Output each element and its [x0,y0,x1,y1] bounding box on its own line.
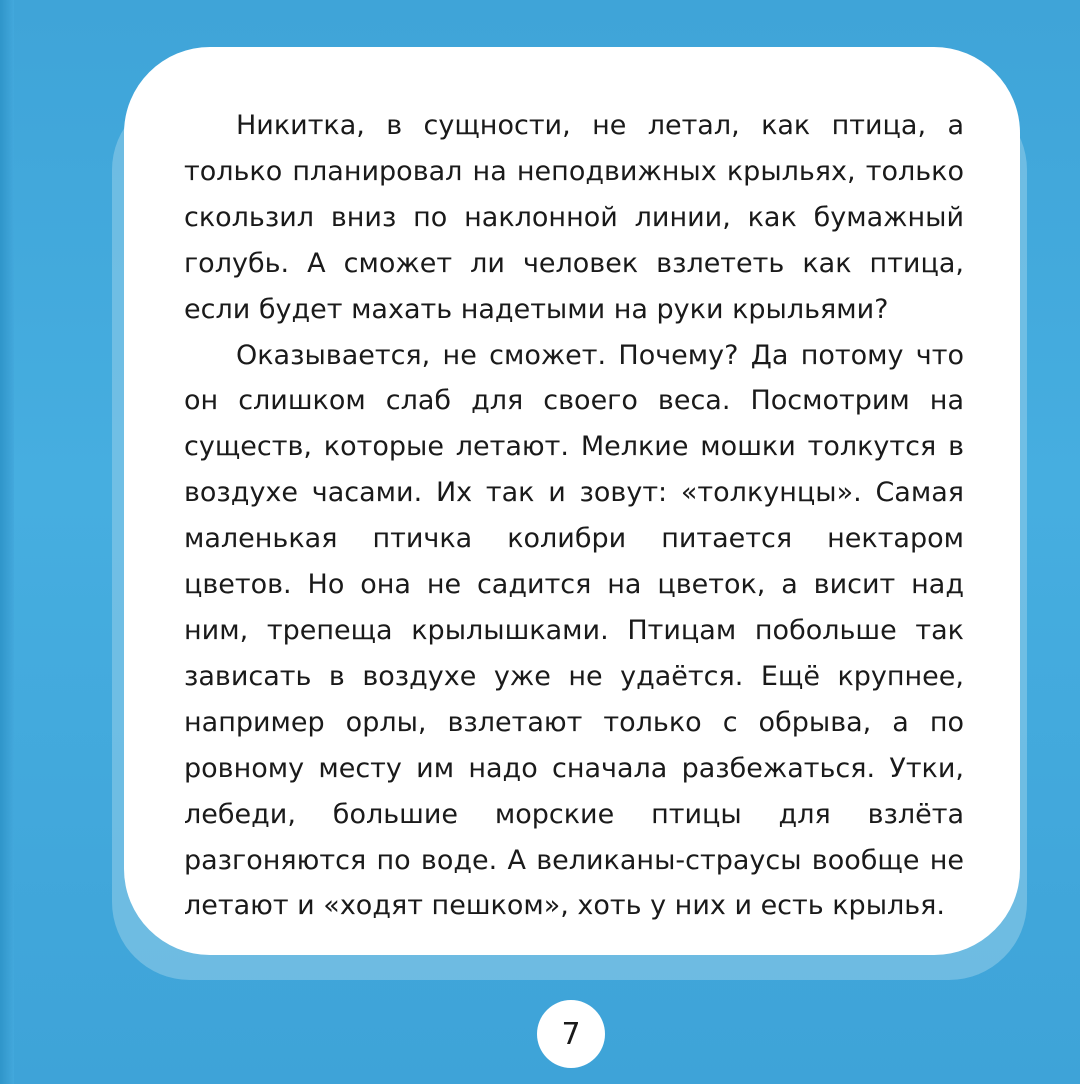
body-text [184,103,964,929]
page-number: 7 [537,1000,605,1068]
page-edge [0,0,14,1084]
paragraph-1: Никитка, в сущности, не летал, как птица, а только планировал на неподвижных крыльях, только скользил вниз по наклонной линии, как бумажный голубь. А сможет ли человек взлететь как птица, если будет махать надетыми на руки крыльями? [184,110,964,325]
paragraph-2: Оказывается, не сможет. Почему? Да потому что он слишком слаб для своего веса. Посмотрим на существ, которые летают. Мелкие мошки толкутся в воздухе часами. Их так и зовут: «толкунцы». Самая маленькая птичка колибри питается нектаром цветов. Но она не садится на цветок, а висит над ним, трепеща крылышками. Птицам побольше так зависать в воздухе уже не удаётся. Ещё крупнее, например орлы, взлетают только с обрыва, а по ровному месту им надо сначала разбежаться. Утки, лебеди, большие морские птицы для взлёта разгоняются по воде. А великаны-страусы вообще не летают и «ходят пешком», хоть у них и есть крылья. [184,339,964,922]
text-card [124,47,1020,955]
